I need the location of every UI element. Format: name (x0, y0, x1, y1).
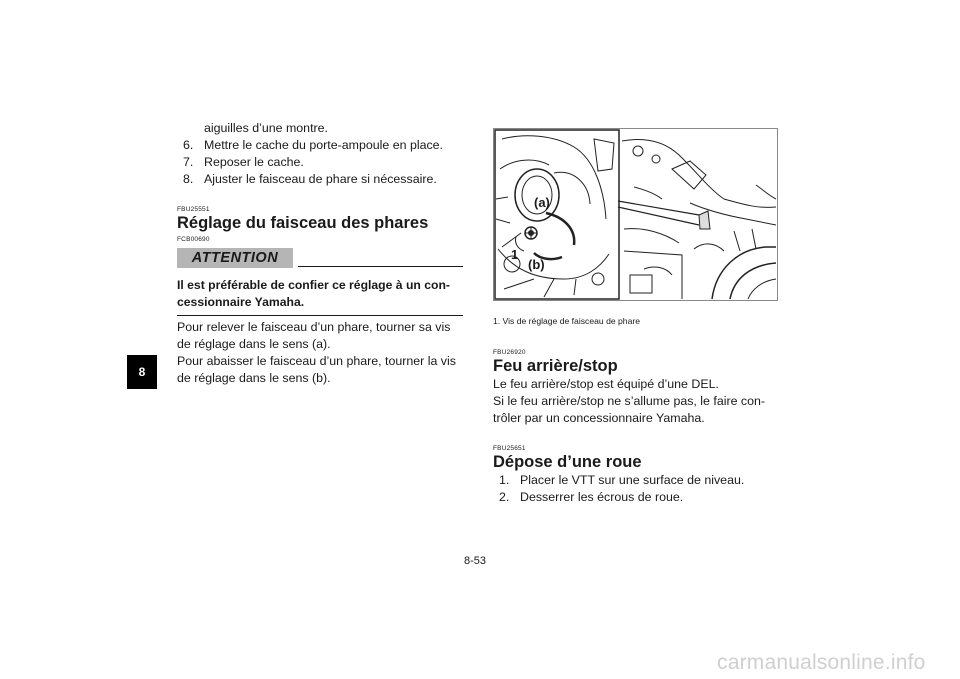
attention-header (177, 248, 463, 268)
attention-rule (298, 266, 463, 267)
body-line: Pour relever le faisceau d’un phare, tourner sa vis (177, 320, 451, 334)
section-code: FBU26920 (493, 349, 526, 356)
attention-line-2: cessionnaire Yamaha. (177, 295, 305, 309)
attention-end-rule (177, 315, 463, 316)
page-number: 8-53 (464, 555, 487, 567)
step-7 (177, 154, 463, 171)
label-1: 1 (511, 247, 519, 262)
step-1 (493, 472, 783, 489)
left-column (177, 120, 463, 387)
body-line: de réglage dans le sens (b). (177, 371, 331, 385)
step-2 (493, 489, 783, 506)
step-number: 8. (183, 172, 194, 186)
attention-line-1: Il est préférable de confier ce réglage à un con- (177, 278, 450, 292)
right-column (493, 128, 783, 506)
step-6 (177, 137, 463, 154)
step-number: 1. (499, 473, 510, 487)
section-title-wheel: Dépose d’une roue (493, 453, 642, 471)
figure-caption: 1. Vis de réglage de faisceau de phare (493, 316, 640, 326)
body-line: Pour abaisser le faisceau d’un phare, tourner la vis (177, 354, 456, 368)
attention-code: FCB00690 (177, 236, 210, 243)
headlight-drawing (494, 129, 777, 300)
section-code: FBU25551 (177, 206, 210, 213)
step-text: Mettre le cache du porte-ampoule en place. (204, 138, 444, 152)
step-number: 7. (183, 155, 194, 169)
attention-text (177, 277, 463, 311)
step-text: Desserrer les écrous de roue. (520, 490, 684, 504)
step-text: Placer le VTT sur une surface de niveau. (520, 473, 745, 487)
step-text: Reposer le cache. (204, 155, 304, 169)
label-a: (a) (534, 195, 550, 210)
headlight-figure (493, 128, 778, 301)
section-title-taillight: Feu arrière/stop (493, 357, 618, 375)
section-code: FBU25651 (493, 445, 526, 452)
step-number: 6. (183, 138, 194, 152)
body-line: Le feu arrière/stop est équipé d’une DEL. (493, 377, 719, 391)
step-text: Ajuster le faisceau de phare si nécessaire. (204, 172, 437, 186)
continuation-text: aiguilles d’une montre. (204, 121, 328, 135)
step-number: 2. (499, 490, 510, 504)
watermark: carmanualsonline.info (717, 651, 926, 674)
attention-label: ATTENTION (177, 248, 293, 268)
chapter-tab: 8 (127, 355, 157, 389)
label-b: (b) (528, 257, 545, 272)
section-title-beam: Réglage du faisceau des phares (177, 214, 429, 232)
step-8 (177, 171, 463, 188)
body-line: trôler par un concessionnaire Yamaha. (493, 411, 705, 425)
body-line: Si le feu arrière/stop ne s’allume pas, le faire con- (493, 394, 766, 408)
body-line: de réglage dans le sens (a). (177, 337, 331, 351)
